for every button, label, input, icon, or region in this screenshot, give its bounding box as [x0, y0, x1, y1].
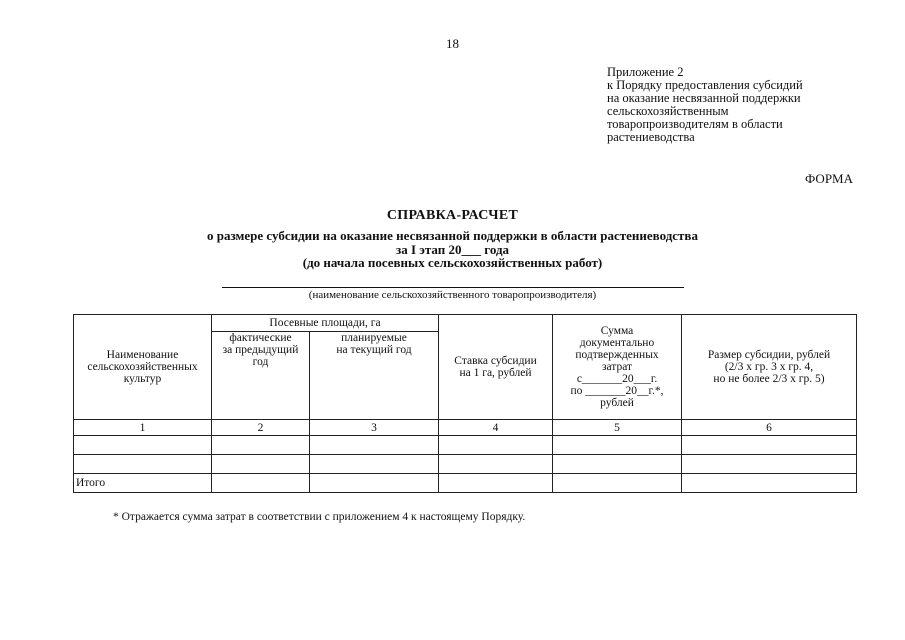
subtitle-line: за I этап 20___ года [395, 241, 510, 257]
appendix-line: к Порядку предоставления субсидий [607, 78, 803, 92]
header-costs-sum [553, 315, 682, 420]
table-cell [439, 436, 553, 455]
producer-caption: (наименование сельскохозяйственного товаропроизводителя) [308, 289, 597, 301]
appendix-line: на оказание несвязанной поддержки [607, 91, 801, 105]
table-cell [212, 436, 310, 455]
column-number: 5 [553, 420, 682, 436]
header-text: (2/3 х гр. 3 х гр. 4, [724, 361, 814, 373]
header-text: Наименование [106, 349, 179, 361]
table-cell [553, 436, 682, 455]
header-crop-name [74, 315, 212, 420]
document-title: СПРАВКА-РАСЧЕТ [386, 208, 519, 223]
table-cell [74, 455, 212, 474]
header-sown-areas: Посевные площади, га [212, 315, 439, 332]
total-label: Итого [74, 474, 212, 493]
column-number: 6 [682, 420, 857, 436]
appendix-line: Приложение 2 [607, 65, 684, 79]
table-cell [553, 474, 682, 493]
header-text: культур [123, 373, 162, 385]
table-cell [682, 455, 857, 474]
table-cell [310, 436, 439, 455]
table-cell [212, 474, 310, 493]
table-cell [310, 455, 439, 474]
calculation-table [73, 314, 857, 493]
table-cell [682, 474, 857, 493]
header-text: документально [579, 337, 655, 349]
subtitle-line: о размере субсидии на оказание несвязанной поддержки в области растениеводства [207, 228, 698, 243]
header-text: Размер субсидии, рублей [707, 349, 831, 361]
page-number: 18 [446, 36, 459, 51]
header-text: на 1 га, рублей [459, 367, 532, 379]
appendix-line: растениеводства [607, 130, 695, 144]
header-text: за предыдущий [222, 344, 299, 356]
header-text: планируемые [341, 332, 407, 344]
header-text: на текущий год [336, 344, 412, 356]
document-subtitle [0, 229, 905, 270]
header-text: с_______20___г. [576, 373, 658, 385]
header-subsidy-rate [439, 315, 553, 420]
table-cell [212, 455, 310, 474]
column-number: 3 [310, 420, 439, 436]
header-text: год [252, 356, 269, 368]
table-cell [439, 455, 553, 474]
header-text: сельскохозяйственных [87, 361, 198, 373]
header-text: Ставка субсидии [454, 355, 537, 367]
table-row [74, 455, 857, 474]
footnote: * Отражается сумма затрат в соответствии с приложением 4 к настоящему Порядку. [113, 511, 526, 523]
producer-name-line [222, 287, 684, 288]
appendix-header [607, 66, 867, 144]
total-row [74, 474, 857, 493]
form-label: ФОРМА [805, 171, 853, 186]
appendix-line: товаропроизводителям в области [607, 117, 783, 131]
table-cell [553, 455, 682, 474]
header-text: рублей [600, 397, 634, 409]
header-text: затрат [601, 361, 633, 373]
header-text: по _______20__г.*, [570, 385, 664, 397]
column-number: 1 [74, 420, 212, 436]
column-number: 2 [212, 420, 310, 436]
table-cell [74, 436, 212, 455]
header-subsidy-size [682, 315, 857, 420]
header-actual-area [212, 332, 310, 420]
appendix-line: сельскохозяйственным [607, 104, 729, 118]
table-cell [439, 474, 553, 493]
column-number: 4 [439, 420, 553, 436]
table-cell [310, 474, 439, 493]
table-cell [682, 436, 857, 455]
subtitle-line: (до начала посевных сельскохозяйственных работ) [302, 255, 603, 270]
header-planned-area [310, 332, 439, 420]
header-text: но не более 2/3 х гр. 5) [713, 373, 825, 385]
table-row [74, 436, 857, 455]
header-text: подтвержденных [575, 349, 659, 361]
header-text: фактические [229, 332, 292, 344]
column-numbers-row [74, 420, 857, 436]
header-text: Сумма [600, 325, 634, 337]
